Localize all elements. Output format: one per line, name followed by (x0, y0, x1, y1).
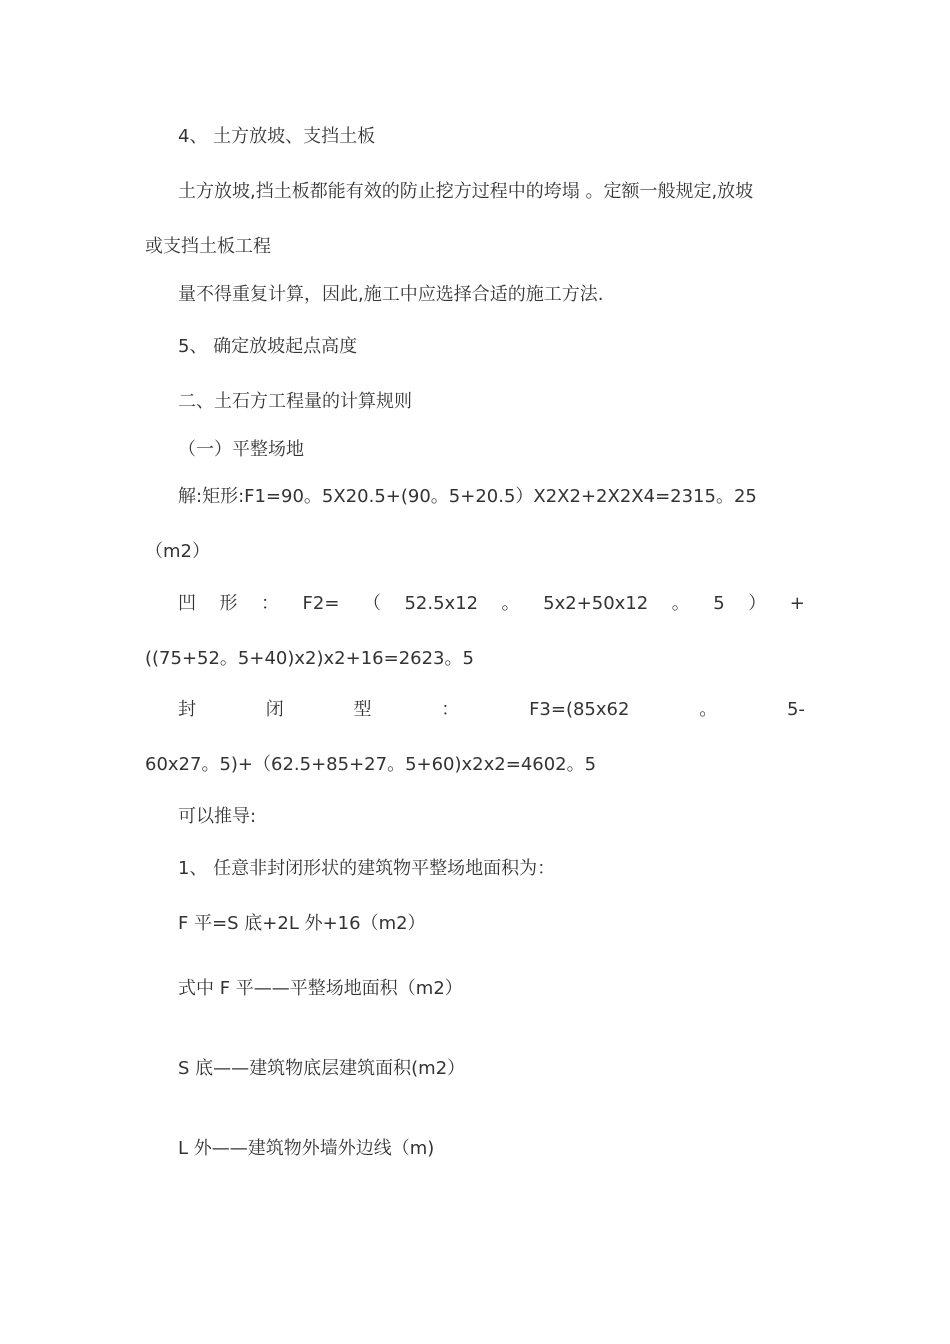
token: 5- (786, 699, 805, 720)
token: + (789, 593, 805, 614)
formula-concave-line1 (178, 592, 805, 616)
token: 。 (501, 593, 520, 614)
paragraph-slope-line2: 或支挡土板工程 (145, 236, 271, 257)
token: ： (261, 593, 280, 614)
paragraph-slope-line1: 土方放坡,挡土板都能有效的防止挖方过程中的垮塌 。定额一般规定,放坡 (178, 181, 754, 202)
heading-slope-support: 4、 土方放坡、支挡土板 (178, 126, 376, 147)
heading-slope-start-height: 5、 确定放坡起点高度 (178, 336, 358, 357)
token: 闭 (265, 699, 284, 720)
formula-rectangle-line1: 解:矩形:F1=90。5X20.5+(90。5+20.5）X2X2+2X2X4=2315。25 (178, 486, 757, 507)
token: 型 (353, 699, 372, 720)
token: 凹 (178, 593, 196, 614)
paragraph-slope-line3: 量不得重复计算，因此,施工中应选择合适的施工方法. (178, 284, 604, 305)
definition-s-di: S 底——建筑物底层建筑面积(m2） (178, 1058, 466, 1079)
definition-l-wai: L 外——建筑物外墙外边线（m) (178, 1138, 435, 1159)
token: 。 (699, 699, 718, 720)
token: F3=(85x62 (529, 699, 630, 720)
token: ： (441, 699, 460, 720)
formula-rectangle-line2: （m2） (145, 541, 210, 562)
token: ） (748, 593, 767, 614)
token: 5 (713, 593, 725, 614)
section-heading-earthwork-rules: 二、土石方工程量的计算规则 (178, 391, 412, 412)
token: 52.5x12 (404, 593, 479, 614)
formula-leveling-area: F 平=S 底+2L 外+16（m2） (178, 913, 426, 934)
formula-closed-line2: 60x27。5)+（62.5+85+27。5+60)x2x2=4602。5 (145, 754, 597, 775)
token: 形 (219, 593, 238, 614)
definition-f-ping: 式中 F 平——平整场地面积（m2） (178, 978, 463, 999)
subsection-heading-site-leveling: （一）平整场地 (178, 439, 304, 460)
token: 5x2+50x12 (543, 593, 649, 614)
token: （ (362, 593, 381, 614)
token: F2= (302, 593, 340, 614)
formula-concave-line2: ((75+52。5+40)x2)x2+16=2623。5 (145, 648, 474, 669)
paragraph-derivation: 可以推导: (178, 806, 257, 827)
token: 。 (671, 593, 690, 614)
token: 封 (178, 699, 196, 720)
paragraph-non-closed-shape: 1、 任意非封闭形状的建筑物平整场地面积为： (178, 858, 556, 879)
formula-closed-line1 (178, 698, 805, 722)
